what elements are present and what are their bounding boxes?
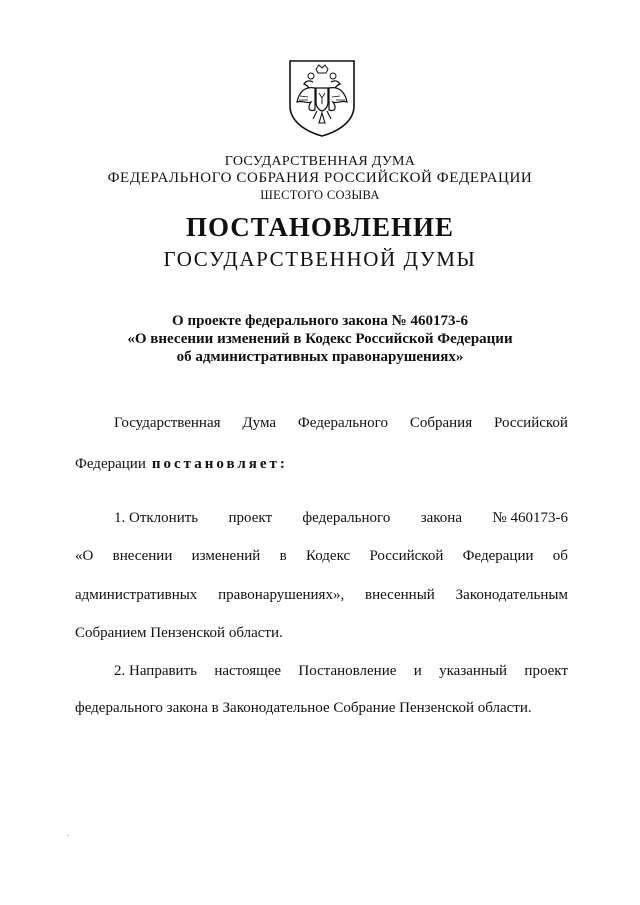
word: Кодекс: [305, 548, 351, 564]
word: федерального: [302, 510, 391, 526]
word: Федерации: [75, 456, 146, 472]
word: Федерации: [462, 548, 534, 564]
word: Федерального: [297, 415, 388, 431]
word: настоящее: [214, 663, 282, 679]
chamber-name: ГОСУДАРСТВЕННАЯ ДУМА: [224, 154, 416, 169]
paragraph-1-line-3: [75, 587, 568, 604]
word: административных: [75, 587, 198, 603]
paragraph-2-line-2: [75, 700, 568, 717]
word: 2. Направить: [114, 663, 197, 679]
preamble-line-2: [75, 456, 568, 473]
double-headed-eagle-icon: [287, 58, 357, 138]
word: Законодательным: [455, 587, 568, 603]
document-title: ПОСТАНОВЛЕНИЕ: [185, 212, 455, 242]
document-subtitle: ГОСУДАРСТВЕННОЙ ДУМЫ: [163, 247, 477, 271]
convocation: ШЕСТОГО СОЗЫВА: [260, 188, 380, 202]
paragraph-1-line-4: [75, 625, 568, 642]
word: указанный: [439, 663, 508, 679]
word: Российской: [494, 415, 568, 431]
coat-of-arms-emblem: [287, 58, 357, 138]
word: Российской: [369, 548, 444, 564]
word: изменений: [191, 548, 261, 564]
footer-mark: .: [67, 828, 70, 839]
word: правонарушениях»,: [218, 587, 345, 603]
subject-line-3: об административных правонарушениях»: [176, 349, 464, 365]
word: Собрания: [409, 415, 473, 431]
word: проект: [524, 663, 568, 679]
subject-line-2: «О внесении изменений в Кодекс Российской Федерации: [127, 331, 513, 347]
word: об: [552, 548, 568, 564]
subject-line-1: О проекте федерального закона № 460173-6: [172, 313, 468, 329]
word: Государственная: [114, 415, 221, 431]
word: Дума: [242, 415, 277, 431]
word: в: [279, 548, 287, 564]
paragraph-1-line-2: [75, 548, 568, 565]
paragraph-1-line-1: [114, 510, 568, 527]
word: 1. Отклонить: [114, 510, 199, 526]
word: «О: [75, 548, 94, 564]
paragraph-2-line-1: [114, 663, 568, 680]
sentence: федерального закона в Законодательное Собрание Пензенской области.: [75, 700, 532, 716]
parliament-name: ФЕДЕРАЛЬНОГО СОБРАНИЯ РОССИЙСКОЙ ФЕДЕРАЦИИ: [107, 170, 533, 186]
word: Постановление: [298, 663, 397, 679]
word: закона: [420, 510, 462, 526]
decree-word: постановляет:: [151, 456, 288, 472]
word: внесении: [112, 548, 173, 564]
word: проект: [228, 510, 273, 526]
sentence: Собранием Пензенской области.: [75, 625, 283, 641]
word: и: [413, 663, 422, 679]
preamble-line-1: [114, 415, 568, 432]
word: № 460173-6: [492, 510, 568, 526]
word: внесенный: [365, 587, 435, 603]
